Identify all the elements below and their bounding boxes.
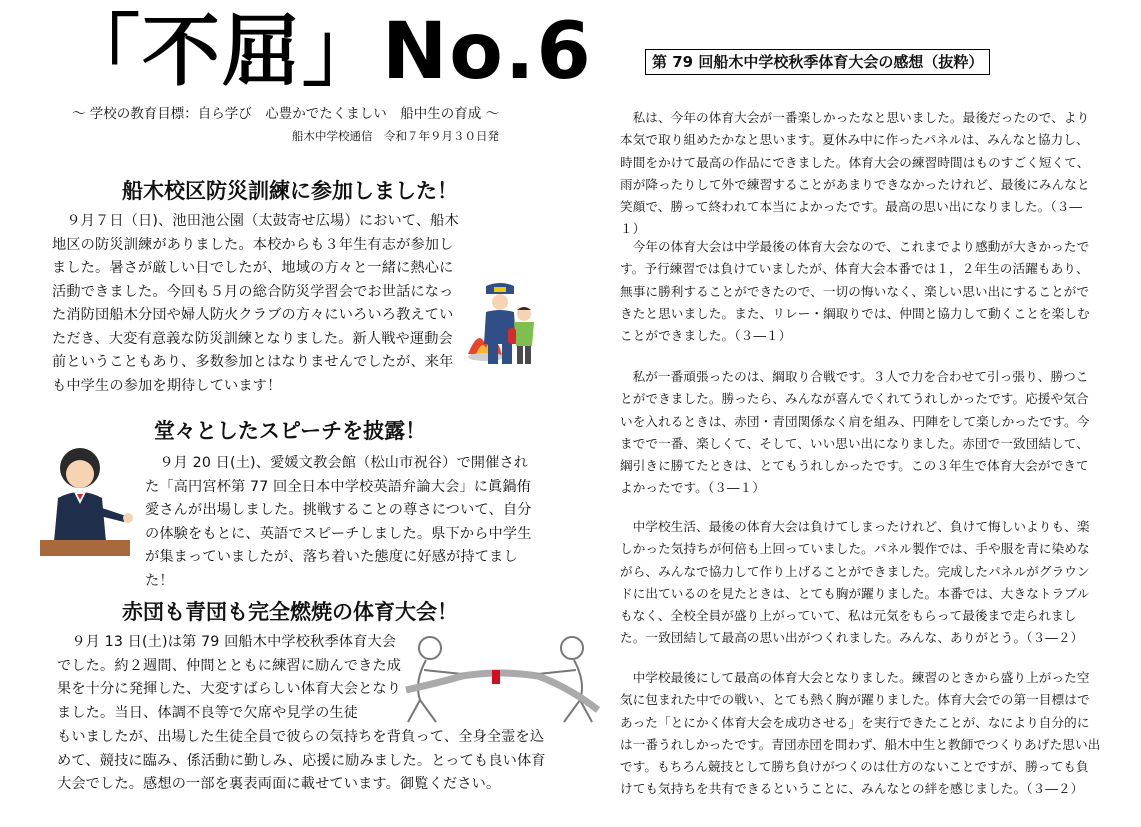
speaker-girl-illustration bbox=[40, 446, 136, 558]
newsletter-title: 「不屈」No.6 bbox=[62, 7, 593, 97]
impressions-title: 第 79 回船木中学校秋季体育大会の感想（抜粋） bbox=[645, 49, 990, 75]
article-body-sportsday-bottom: もいましたが、出場した生徒全員で彼らの気持ちを背負って、全身全霊を込めて、競技に臨み、係活動に勤しみ、応援に励みました。とっても良い体育大会でした。感想の一部を裏表両面に載せています。御覧ください。 bbox=[57, 729, 546, 792]
essay-4: 中学校生活、最後の体育大会は負けてしまったけれど、負けて悔しいよりも、楽しかった気持ちが何倍も上回っていました。パネル製作では、手や服を青に染めながら、みんなで協力して作り上げることができました。完成したパネルがグラウンドに出ているのを見たときは、とても胸が躍りました。本番では、大きなトラブルもなく、全校全員が盛り上がっていて、私は元気をもらって最後まで走られました。一致団結して最高の思い出がつくれました。みんな、ありがとう。（３―２） bbox=[620, 519, 1090, 646]
school-motto: ～ 学校の教育目標：自ら学び 心豊かでたくましい 船中生の育成 ～ bbox=[72, 106, 500, 122]
essay-1: 私は、今年の体育大会が一番楽しかったなと思いました。最後だったので、より本気で取り組めたかなと思います。夏休み中に作ったパネルは、みんなと協力し、時間をかけて最高の作品にできました。体育大会の練習時間はものすごく短くて、雨が降ったりして外で練習することがあまりできなかったけれど、最後にみんなと笑顔で、勝って終われて本当によかったです。最高の思い出になりました。（３―１） bbox=[620, 110, 1090, 237]
article-body-speech: ９月 20 日(土)、愛媛文教会館（松山市祝谷）で開催された「高円宮杯第 77 回全日本中学校英語弁論大会」に眞鍋侑愛さんが出場しました。挑戦することの尊さについて、自分の体験をもとに、英語でスピーチしました。県下から中学生が集まっていましたが、落ち着いた態度に好感が持てました！ bbox=[145, 455, 532, 589]
essay-2: 今年の体育大会は中学最後の体育大会なので、これまでより感動が大きかったです。予行練習では負けていましたが、体育大会本番では１，２年生の活躍もあり、無事に勝利することができたので、一切の悔いなく、楽しい思い出にすることができたと思いました。また、リレー・綱取りでは、仲間と協力して動くことを楽しむことができました。（３―１） bbox=[620, 239, 1090, 344]
article-body-sportsday-top: ９月 13 日(土)は第 79 回船木中学校秋季体育大会でした。約２週間、仲間とともに練習に励んできた成果を十分に発揮した、大変すばらしい体育大会となりました。当日、体調不良等で欠席や見学の生徒 bbox=[57, 634, 402, 721]
issuer-line: 船木中学校通信 令和７年９月３０日発 bbox=[292, 129, 499, 143]
essay-3: 私が一番頑張ったのは、綱取り合戦です。３人で力を合わせて引っ張り、勝つことができました。勝ったら、みんなが喜んでくれてうれしかったです。応援や気合いを入れるときは、赤団・青団関係なく肩を組み、円陣をして楽しかったです。今までで一番、楽しくて、そして、いい思い出になりました。赤団で一致団結して、綱引きに勝てたときは、とてもうれしかったです。この３年生で体育大会ができてよかったです。（３―１） bbox=[620, 369, 1090, 496]
article-headline-sportsday: 赤団も青団も完全燃焼の体育大会！ bbox=[122, 600, 458, 624]
article-headline-speech: 堂々としたスピーチを披露！ bbox=[153, 419, 427, 443]
firefighter-illustration bbox=[464, 282, 546, 368]
essay-5: 中学校最後にして最高の体育大会となりました。練習のときから盛り上がった空気に包まれた中での戦い、とても熱く胸が躍りました。体育大会での第一目標はであった「とにかく体育大会を成功させる」を実行できたことが、なにより自分的には一番うれしかったです。青団赤団を問わず、船木中生と教師でつくりあげた思い出です。もちろん競技として勝ち負けがつくのは仕方のないことですが、勝っても負けても気持ちを共有できるということに、みんなとの絆を感じました。（３―２） bbox=[620, 670, 1101, 797]
tug-of-war-illustration bbox=[402, 630, 598, 726]
article-body-drill: ９月７日（日)、池田池公園（太鼓寄せ広場）において、船木地区の防災訓練がありました。本校からも３年生有志が参加しました。暑さが厳しい日でしたが、地域の方々と一緒に熱心に活動できました。今回も５月の総合防災学習会でお世話になった消防団船木分団や婦人防火クラブの方々にいろいろ教えていただき、大変有意義な防災訓練となりました。新人戦や運動会前ということもあり、多数参加とはなりませんでしたが、来年も中学生の参加を期待しています！ bbox=[52, 213, 459, 394]
article-headline-drill: 船木校区防災訓練に参加しました！ bbox=[122, 179, 458, 203]
